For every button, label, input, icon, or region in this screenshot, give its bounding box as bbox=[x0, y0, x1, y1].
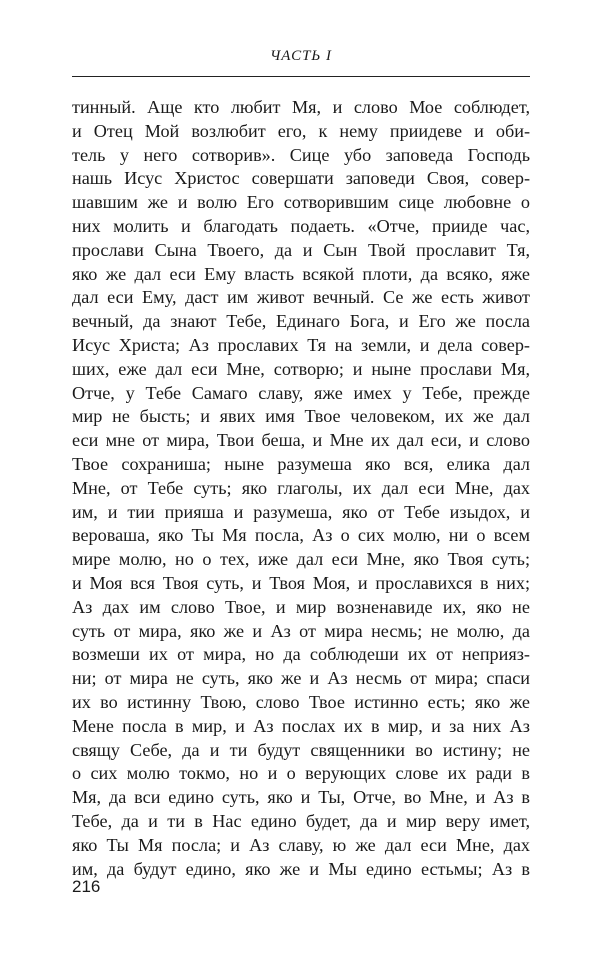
text-line: возмеши их от мира, но да соблюдеши их от неприяз- bbox=[72, 644, 530, 665]
text-line: вероваша, яко Ты Мя посла, Аз о сих молю, ни о всем bbox=[72, 525, 530, 546]
text-line: ни; от мира не суть, яко же и Аз несмь от мира; спаси bbox=[72, 668, 530, 689]
text-line: яко Ты Мя посла; и Аз славу, ю же дал еси Мне, дах bbox=[72, 834, 530, 855]
text-line: мир не бысть; и явих имя Твое человеком, их же дал bbox=[72, 406, 530, 427]
text-line: им, да будут едино, яко же и Мы едино естьмы; Аз в bbox=[72, 858, 530, 879]
text-line: дал еси Ему, даст им живот вечный. Се же есть живот bbox=[72, 287, 530, 308]
text-line: и Моя вся Твоя суть, и Твоя Моя, и прославихся в них; bbox=[72, 572, 530, 593]
text-line: шавшим же и волю Его сотворившим сице любовне о bbox=[72, 192, 530, 213]
running-header: ЧАСТЬ I bbox=[269, 48, 333, 64]
text-line: их во истинну Твою, слово Твое истинно есть; яко же bbox=[72, 691, 530, 712]
text-line: свящу Себе, да и ти будут священники во истину; не bbox=[72, 739, 530, 760]
text-line: тинный. Аще кто любит Мя, и слово Мое соблюдет, bbox=[72, 97, 530, 117]
text-line: Мя, да вси едино суть, яко и Ты, Отче, во Мне, и Аз в bbox=[72, 787, 530, 808]
text-line: них молить и благодать подаеть. «Отче, прииде час, bbox=[72, 215, 530, 236]
text-line: суть от мира, яко же и Аз от мира несмь; не молю, да bbox=[72, 620, 530, 641]
text-line: Мене посла в мир, и Аз послах их в мир, и за них Аз bbox=[72, 715, 530, 736]
text-line: Мне, от Тебе суть; яко глаголы, их дал еси Мне, дах bbox=[72, 477, 530, 498]
text-line: Отче, у Тебе Самаго славу, яже имех у Тебе, прежде bbox=[72, 382, 530, 403]
text-line: Тебе, да и ти в Нас едино будет, да и мир веру имет, bbox=[72, 810, 530, 831]
text-line: нашь Исус Христос совершати заповеди Своя, совер- bbox=[72, 168, 530, 189]
text-line: ших, еже дал еси Мне, сотворю; и ныне прослави Мя, bbox=[72, 358, 530, 379]
text-line: еси мне от мира, Твои беша, и Мне их дал еси, и слово bbox=[72, 430, 530, 451]
body-text bbox=[72, 96, 530, 881]
text-line: о сих молю токмо, но и о верующих слове их ради в bbox=[72, 763, 530, 784]
text-line: вечный, да знают Тебе, Единаго Бога, и Его же посла bbox=[72, 311, 530, 332]
text-line: яко же дал еси Ему власть всякой плоти, да всяко, яже bbox=[72, 263, 530, 284]
page-number: 216 bbox=[72, 877, 101, 896]
text-line: Аз дах им слово Твое, и мир возненавиде их, яко не bbox=[72, 596, 530, 617]
text-line: Твое сохраниша; ныне разумеша яко вся, елика дал bbox=[72, 453, 530, 474]
text-line: им, и тии прияша и разумеша, яко от Тебе изыдох, и bbox=[72, 501, 530, 522]
text-line: мире молю, но о тех, иже дал еси Мне, яко Твоя суть; bbox=[72, 549, 530, 570]
text-line: Исус Христа; Аз прославих Тя на земли, и дела совер- bbox=[72, 334, 530, 355]
header-rule bbox=[72, 76, 530, 77]
text-line: тель у него сотворив». Сице убо заповеда Господь bbox=[72, 144, 530, 165]
text-line: прослави Сына Твоего, да и Сын Твой прославит Тя, bbox=[72, 239, 530, 260]
text-line: и Отец Мой возлюбит его, к нему приидеве и оби- bbox=[72, 120, 530, 141]
